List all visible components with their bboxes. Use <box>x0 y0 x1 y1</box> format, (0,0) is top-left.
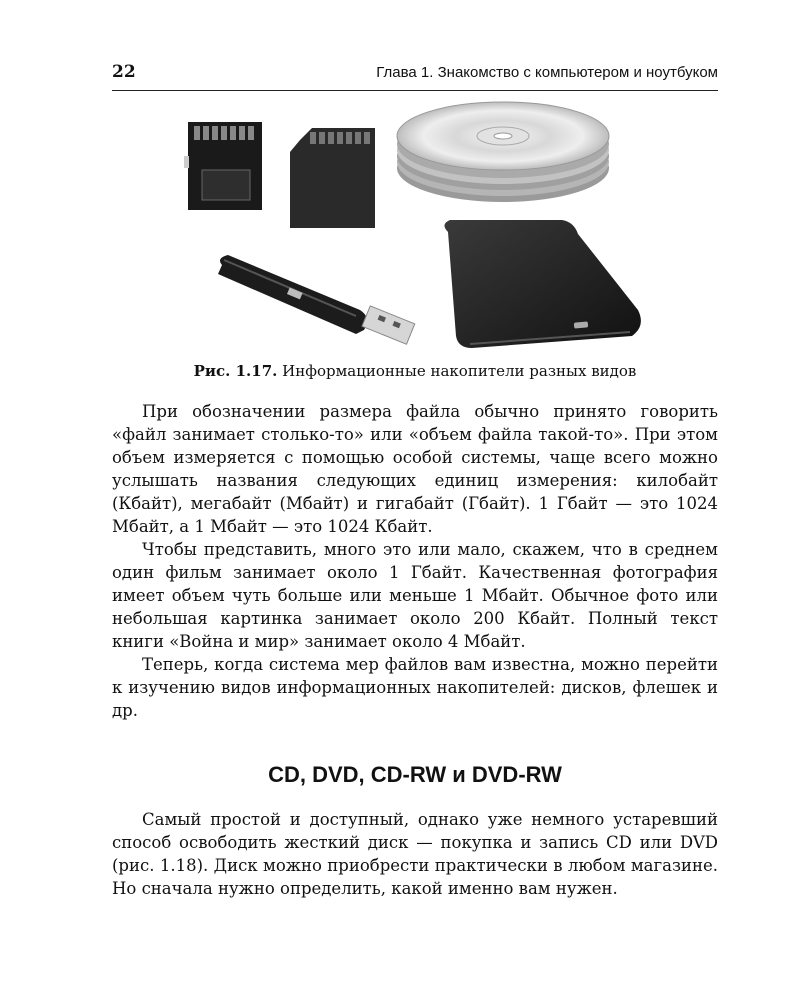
external-hard-drive-icon <box>444 220 640 348</box>
section-body-text <box>112 808 718 900</box>
sd-card-icon <box>184 122 262 210</box>
paragraph: Чтобы представить, много это или мало, скажем, что в среднем один фильм занимает около 1 Гбайт. Качественная фотография имеет объем чуть больше или меньше 1 Мбайт. Обычное фото или небольшая картинка занимает около 200 Кбайт. Полный текст книги «Война и мир» занимает около 4 Мбайт. <box>112 540 718 651</box>
chapter-title: Глава 1. Знакомство с компьютером и ноутбуком <box>376 64 718 81</box>
caption-text: Информационные накопители разных видов <box>282 362 637 380</box>
paragraph: При обозначении размера файла обычно принято говорить «файл занимает столько-то» или «объем файла такой-то». При этом объем измеряется с помощью особой системы, чаще всего можно услышать названия следующих единиц измерения: килобайт (Кбайт), мегабайт (Мбайт) и гигабайт (Гбайт). 1 Гбайт — это 1024 Мбайт, а 1 Мбайт — это 1024 Кбайт. <box>112 402 718 536</box>
paragraph: Теперь, когда система мер файлов вам известна, можно перейти к изучению видов информационных накопителей: дисков, флешек и др. <box>112 655 718 720</box>
paragraph: Самый простой и доступный, однако уже немного устаревший способ освободить жесткий диск — покупка и запись CD или DVD (рис. 1.18). Диск можно приобрести практически в любом магазине. Но сначала нужно определить, какой именно вам нужен. <box>112 810 718 898</box>
figure-storage-devices <box>150 100 670 350</box>
figure-caption <box>112 362 718 380</box>
body-text <box>112 400 718 722</box>
page-header <box>112 60 718 91</box>
section-heading: CD, DVD, CD-RW и DVD-RW <box>268 762 562 787</box>
page-number: 22 <box>112 62 136 82</box>
usb-flash-drive-icon <box>218 255 415 344</box>
sd-card-back-icon <box>290 128 375 228</box>
caption-label: Рис. 1.17. <box>193 362 278 380</box>
cd-stack-icon <box>397 102 609 202</box>
